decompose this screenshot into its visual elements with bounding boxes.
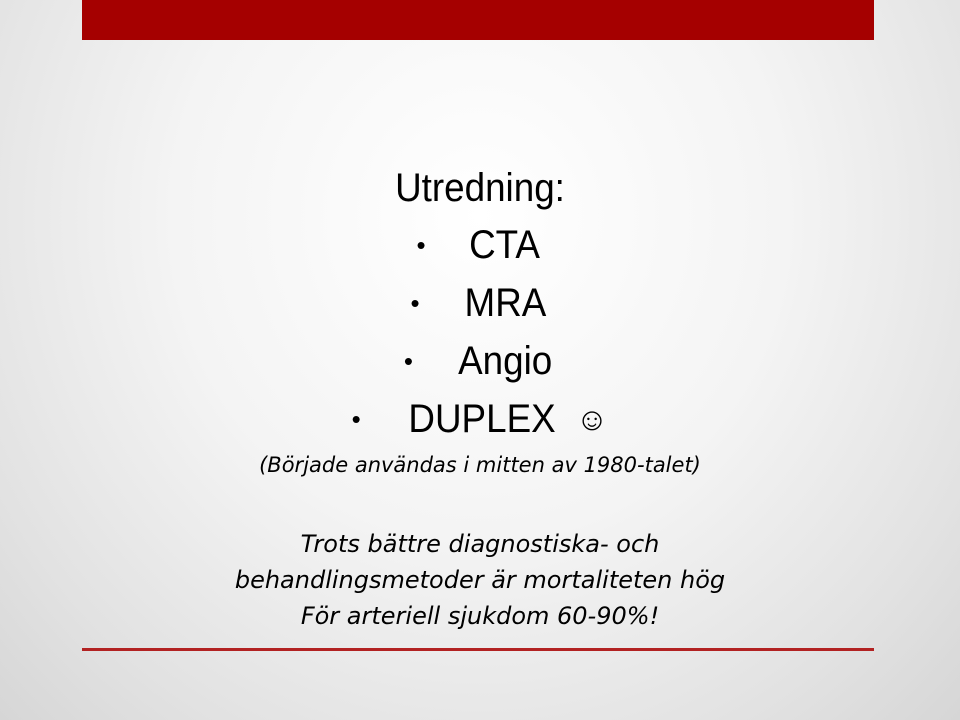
bullet-marker: • xyxy=(351,404,361,434)
bullet-text: CTA xyxy=(469,223,541,267)
top-accent-bar xyxy=(82,0,874,40)
smiley-icon: ☺ xyxy=(575,401,609,437)
summary-line: För arteriell sjukdom 60-90%! xyxy=(300,602,660,630)
bullet-text: MRA xyxy=(464,281,546,325)
bottom-divider xyxy=(82,648,874,651)
bullet-item xyxy=(0,390,960,448)
bullet-item xyxy=(0,332,960,390)
bullet-marker: • xyxy=(403,346,413,376)
bullet-item xyxy=(0,216,960,274)
bullet-text: DUPLEX xyxy=(408,397,556,441)
slide-heading: Utredning: xyxy=(395,166,565,210)
history-note: (Började användas i mitten av 1980-talet) xyxy=(259,453,701,477)
bullet-item xyxy=(0,274,960,332)
summary-line: behandlingsmetoder är mortaliteten hög xyxy=(234,566,726,594)
bullet-list xyxy=(0,216,960,448)
bullet-text: Angio xyxy=(457,339,553,383)
bullet-marker: • xyxy=(416,230,426,260)
bullet-marker: • xyxy=(410,288,420,318)
summary-paragraph xyxy=(0,526,960,634)
summary-line: Trots bättre diagnostiska- och xyxy=(300,530,660,558)
